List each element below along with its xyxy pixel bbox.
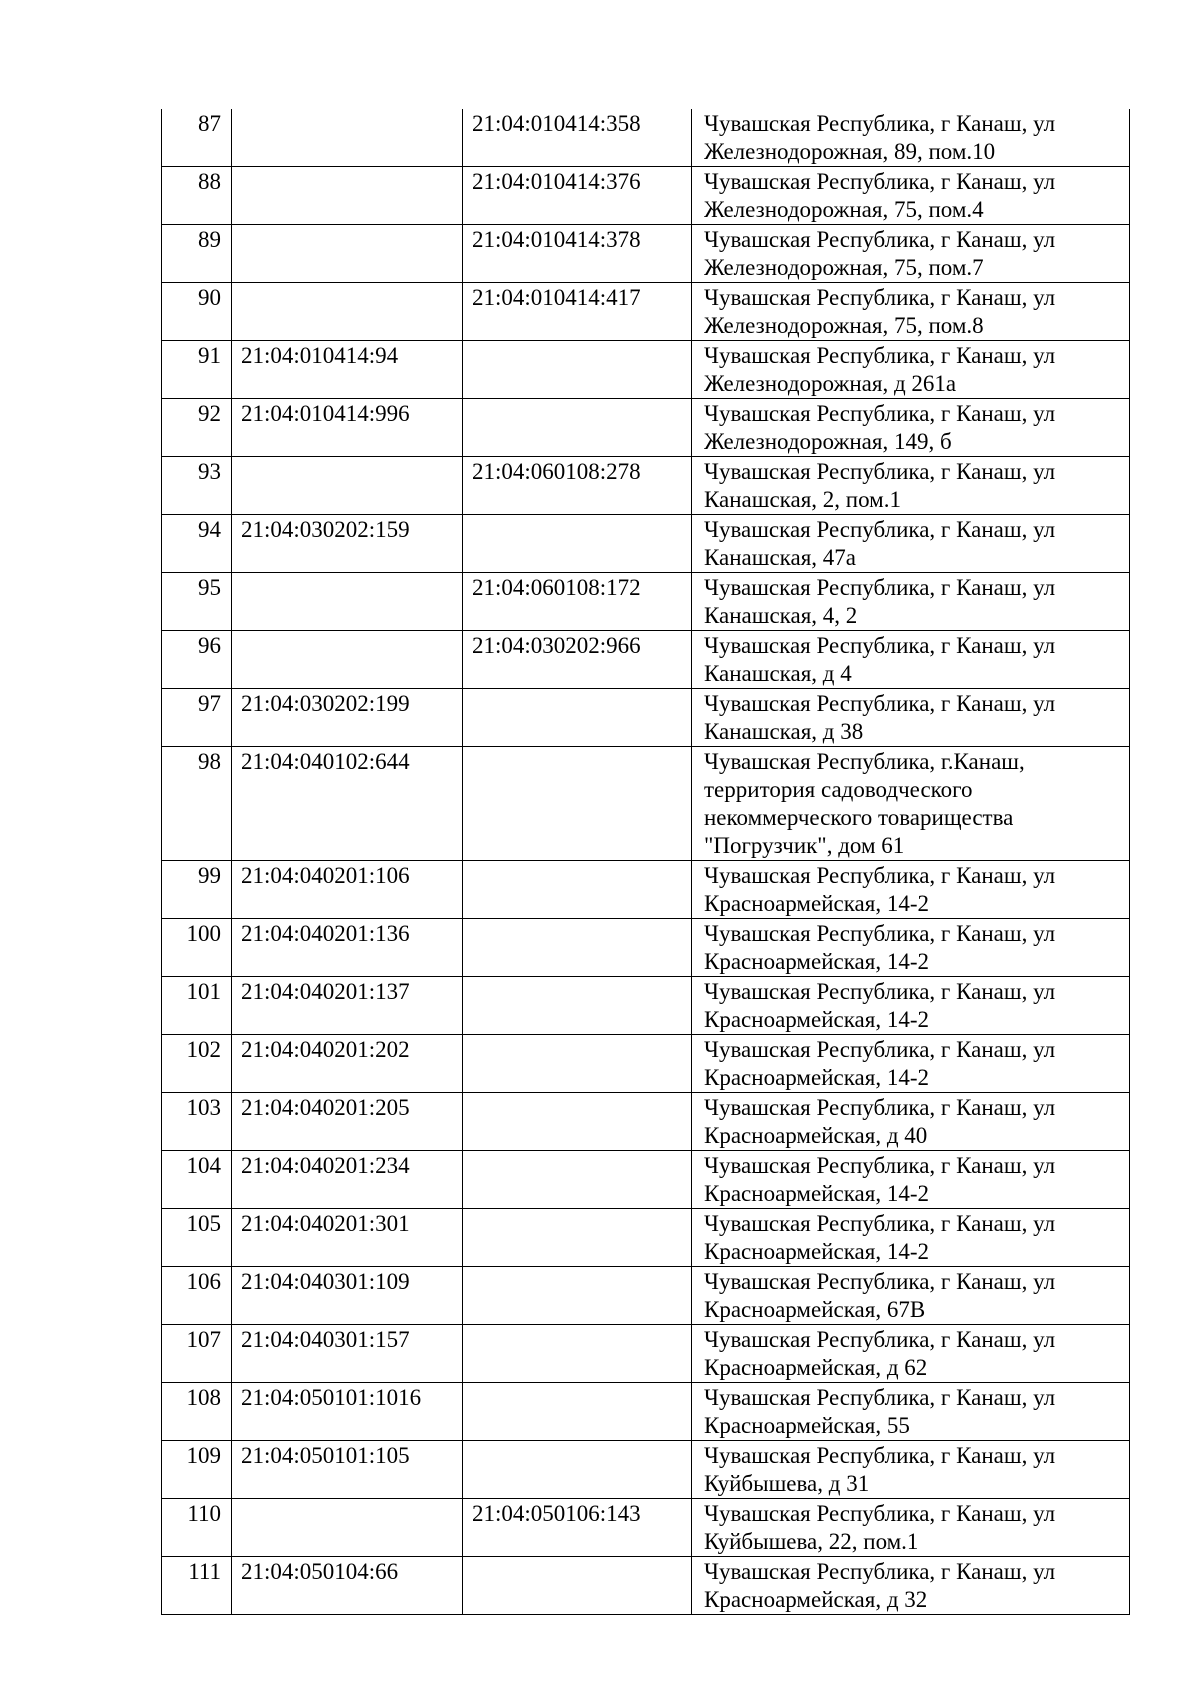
building-cadastral-number <box>463 399 692 457</box>
row-number: 91 <box>162 341 232 399</box>
table-row <box>162 919 1130 977</box>
land-cadastral-number: 21:04:050101:1016 <box>232 1383 463 1441</box>
row-number: 107 <box>162 1325 232 1383</box>
row-number: 101 <box>162 977 232 1035</box>
building-cadastral-number <box>463 861 692 919</box>
address-cell: Чувашская Республика, г Канаш, ул Железнодорожная, 149, б <box>692 399 1130 457</box>
address-cell: Чувашская Республика, г Канаш, ул Красноармейская, 55 <box>692 1383 1130 1441</box>
building-cadastral-number <box>463 689 692 747</box>
land-cadastral-number <box>232 631 463 689</box>
row-number: 109 <box>162 1441 232 1499</box>
building-cadastral-number <box>463 1209 692 1267</box>
address-cell: Чувашская Республика, г Канаш, ул Красноармейская, 14-2 <box>692 919 1130 977</box>
land-cadastral-number <box>232 167 463 225</box>
land-cadastral-number <box>232 109 463 167</box>
land-cadastral-number: 21:04:040301:157 <box>232 1325 463 1383</box>
address-cell: Чувашская Республика, г Канаш, ул Куйбышева, 22, пом.1 <box>692 1499 1130 1557</box>
building-cadastral-number: 21:04:060108:278 <box>463 457 692 515</box>
table-row <box>162 977 1130 1035</box>
land-cadastral-number <box>232 1499 463 1557</box>
row-number: 92 <box>162 399 232 457</box>
row-number: 104 <box>162 1151 232 1209</box>
land-cadastral-number: 21:04:040201:301 <box>232 1209 463 1267</box>
address-cell: Чувашская Республика, г Канаш, ул Красноармейская, д 40 <box>692 1093 1130 1151</box>
table-row <box>162 689 1130 747</box>
row-number: 88 <box>162 167 232 225</box>
land-cadastral-number: 21:04:040201:234 <box>232 1151 463 1209</box>
land-cadastral-number: 21:04:040301:109 <box>232 1267 463 1325</box>
row-number: 98 <box>162 747 232 861</box>
address-cell: Чувашская Республика, г Канаш, ул Железнодорожная, 75, пом.4 <box>692 167 1130 225</box>
row-number: 111 <box>162 1557 232 1615</box>
address-cell: Чувашская Республика, г Канаш, ул Железнодорожная, д 261а <box>692 341 1130 399</box>
building-cadastral-number: 21:04:060108:172 <box>463 573 692 631</box>
row-number: 103 <box>162 1093 232 1151</box>
building-cadastral-number: 21:04:010414:358 <box>463 109 692 167</box>
table-row <box>162 1499 1130 1557</box>
row-number: 96 <box>162 631 232 689</box>
row-number: 90 <box>162 283 232 341</box>
building-cadastral-number: 21:04:010414:376 <box>463 167 692 225</box>
row-number: 89 <box>162 225 232 283</box>
table-row <box>162 1557 1130 1615</box>
land-cadastral-number <box>232 283 463 341</box>
building-cadastral-number <box>463 1441 692 1499</box>
table-row <box>162 1441 1130 1499</box>
land-cadastral-number: 21:04:040201:205 <box>232 1093 463 1151</box>
address-cell: Чувашская Республика, г Канаш, ул Железнодорожная, 89, пом.10 <box>692 109 1130 167</box>
table-row <box>162 1035 1130 1093</box>
row-number: 87 <box>162 109 232 167</box>
land-cadastral-number: 21:04:010414:996 <box>232 399 463 457</box>
table-row <box>162 1267 1130 1325</box>
address-cell: Чувашская Республика, г Канаш, ул Красноармейская, 14-2 <box>692 1035 1130 1093</box>
row-number: 100 <box>162 919 232 977</box>
address-cell: Чувашская Республика, г Канаш, ул Красноармейская, д 32 <box>692 1557 1130 1615</box>
row-number: 99 <box>162 861 232 919</box>
land-cadastral-number: 21:04:040201:136 <box>232 919 463 977</box>
building-cadastral-number <box>463 919 692 977</box>
building-cadastral-number: 21:04:050106:143 <box>463 1499 692 1557</box>
address-cell: Чувашская Республика, г Канаш, ул Железнодорожная, 75, пом.8 <box>692 283 1130 341</box>
table-row <box>162 399 1130 457</box>
row-number: 93 <box>162 457 232 515</box>
address-cell: Чувашская Республика, г Канаш, ул Канашская, д 38 <box>692 689 1130 747</box>
land-cadastral-number: 21:04:050104:66 <box>232 1557 463 1615</box>
property-table <box>161 109 1130 1615</box>
land-cadastral-number <box>232 573 463 631</box>
table-row <box>162 1093 1130 1151</box>
row-number: 102 <box>162 1035 232 1093</box>
building-cadastral-number <box>463 977 692 1035</box>
land-cadastral-number: 21:04:040201:137 <box>232 977 463 1035</box>
address-cell: Чувашская Республика, г Канаш, ул Канашская, д 4 <box>692 631 1130 689</box>
address-cell: Чувашская Республика, г Канаш, ул Красноармейская, 67В <box>692 1267 1130 1325</box>
land-cadastral-number: 21:04:040201:202 <box>232 1035 463 1093</box>
table-body <box>162 109 1130 1615</box>
address-cell: Чувашская Республика, г Канаш, ул Куйбышева, д 31 <box>692 1441 1130 1499</box>
table-row <box>162 747 1130 861</box>
table-row <box>162 1325 1130 1383</box>
building-cadastral-number: 21:04:030202:966 <box>463 631 692 689</box>
land-cadastral-number: 21:04:030202:199 <box>232 689 463 747</box>
building-cadastral-number: 21:04:010414:417 <box>463 283 692 341</box>
address-cell: Чувашская Республика, г Канаш, ул Канашская, 4, 2 <box>692 573 1130 631</box>
land-cadastral-number <box>232 457 463 515</box>
table-row <box>162 861 1130 919</box>
row-number: 105 <box>162 1209 232 1267</box>
table-row <box>162 515 1130 573</box>
address-cell: Чувашская Республика, г Канаш, ул Красноармейская, 14-2 <box>692 1151 1130 1209</box>
address-cell: Чувашская Республика, г Канаш, ул Железнодорожная, 75, пом.7 <box>692 225 1130 283</box>
building-cadastral-number <box>463 1093 692 1151</box>
land-cadastral-number: 21:04:030202:159 <box>232 515 463 573</box>
address-cell: Чувашская Республика, г Канаш, ул Красноармейская, 14-2 <box>692 861 1130 919</box>
building-cadastral-number <box>463 1267 692 1325</box>
row-number: 97 <box>162 689 232 747</box>
table-row <box>162 225 1130 283</box>
address-cell: Чувашская Республика, г Канаш, ул Красноармейская, 14-2 <box>692 977 1130 1035</box>
land-cadastral-number: 21:04:040102:644 <box>232 747 463 861</box>
row-number: 95 <box>162 573 232 631</box>
land-cadastral-number: 21:04:040201:106 <box>232 861 463 919</box>
table-row <box>162 109 1130 167</box>
building-cadastral-number <box>463 1151 692 1209</box>
land-cadastral-number: 21:04:010414:94 <box>232 341 463 399</box>
table-row <box>162 283 1130 341</box>
address-cell: Чувашская Республика, г Канаш, ул Красноармейская, д 62 <box>692 1325 1130 1383</box>
table-row <box>162 631 1130 689</box>
table-row <box>162 341 1130 399</box>
building-cadastral-number <box>463 341 692 399</box>
table-row <box>162 573 1130 631</box>
land-cadastral-number: 21:04:050101:105 <box>232 1441 463 1499</box>
row-number: 108 <box>162 1383 232 1441</box>
row-number: 106 <box>162 1267 232 1325</box>
building-cadastral-number <box>463 1035 692 1093</box>
row-number: 110 <box>162 1499 232 1557</box>
row-number: 94 <box>162 515 232 573</box>
table-row <box>162 1151 1130 1209</box>
building-cadastral-number <box>463 1557 692 1615</box>
address-cell: Чувашская Республика, г.Канаш, территория садоводческого некоммерческого товарищества "Погрузчик", дом 61 <box>692 747 1130 861</box>
building-cadastral-number: 21:04:010414:378 <box>463 225 692 283</box>
table-row <box>162 1209 1130 1267</box>
building-cadastral-number <box>463 747 692 861</box>
address-cell: Чувашская Республика, г Канаш, ул Канашская, 2, пом.1 <box>692 457 1130 515</box>
table-row <box>162 457 1130 515</box>
building-cadastral-number <box>463 1325 692 1383</box>
building-cadastral-number <box>463 1383 692 1441</box>
table-row <box>162 1383 1130 1441</box>
building-cadastral-number <box>463 515 692 573</box>
table-row <box>162 167 1130 225</box>
address-cell: Чувашская Республика, г Канаш, ул Красноармейская, 14-2 <box>692 1209 1130 1267</box>
address-cell: Чувашская Республика, г Канаш, ул Канашская, 47а <box>692 515 1130 573</box>
land-cadastral-number <box>232 225 463 283</box>
